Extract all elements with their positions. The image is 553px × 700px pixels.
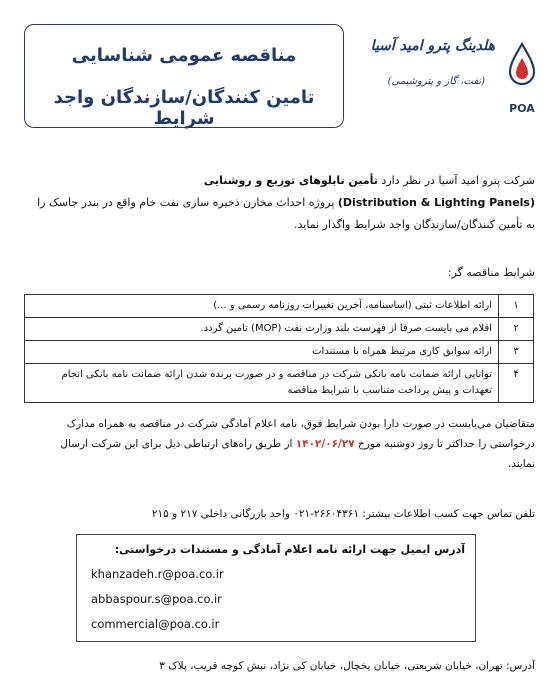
row-text: اقلام می بایست صرفا از فهرست بلند وزارت نفت (MOP) تامین گردد. — [25, 318, 499, 341]
row-number: ۱ — [499, 295, 534, 318]
intro-text: شرکت پترو امید آسیا در نظر دارد — [377, 174, 535, 187]
deadline-date: ۱۴۰۲/۰۶/۲۷ — [295, 438, 355, 450]
intro-text-2: پروژه احداث مخازن ذخیره سازی نفت خام واقع در بندر جاسک را — [37, 196, 338, 209]
email-link[interactable]: khanzadeh.r@poa.co.ir — [91, 567, 224, 581]
row-text: توانایی ارائه ضمانت نامه بانکی شرکت در مناقصه و در صورت برنده شدن ارائه ضمانت نامه بانکی انجام تعهدات و پیش پرداخت متناسب با شرایط مناقصه — [25, 364, 499, 403]
email-link[interactable]: commercial@poa.co.ir — [91, 617, 220, 631]
row-number: ۲ — [499, 318, 534, 341]
closing-text-2: از طریق راه‌های ارتباطی ذیل برای این شرکت ارسال — [60, 438, 296, 450]
page-subtitle: تامین کنندگان/سازندگان واجد شرایط — [53, 87, 315, 129]
closing-line-1: متقاضیان می‌بایست در صورت دارا بودن شرایط فوق، نامه اعلام آمادگی شرکت در مناقصه به همراه مدارک — [66, 418, 535, 430]
email-link[interactable]: abbaspour.s@poa.co.ir — [91, 592, 222, 606]
row-number: ۳ — [499, 341, 534, 364]
company-logo — [368, 28, 543, 128]
conditions-heading: شرایط مناقصه گر: — [447, 266, 535, 279]
intro-line-1 — [18, 170, 535, 192]
logo-subtitle: (نفت، گاز و پتروشیمی) — [387, 76, 485, 87]
logo-abbreviation: POA — [509, 102, 535, 115]
table-row — [25, 364, 534, 403]
conditions-table — [24, 294, 534, 403]
email-box-title: آدرس ایمیل جهت ارائه نامه اعلام آمادگی و مستندات درخواستی: — [114, 543, 465, 556]
intro-line-2 — [18, 192, 535, 214]
intro-bold-english: (Distribution & Lighting Panels) — [337, 196, 535, 209]
closing-line-3: نمایند. — [507, 458, 535, 470]
closing-line-2 — [18, 434, 535, 454]
table-row — [25, 318, 534, 341]
closing-paragraph — [18, 414, 535, 474]
page-title: مناقصه عمومی شناسایی — [71, 45, 297, 66]
table-row — [25, 341, 534, 364]
logo-script-text: هلدینگ پترو امید آسیا — [370, 38, 495, 54]
header — [0, 0, 553, 150]
intro-bold-subject: تأمین تابلوهای توزیع و روشنایی — [203, 174, 378, 187]
row-number: ۴ — [499, 364, 534, 403]
contact-phone: تلفن تماس جهت کسب اطلاعات بیشتر: ۲۶۶۰۴۳۶۱-۰۲۱ واحد بازرگانی داخلی ۲۱۷ و ۲۱۵ — [151, 508, 535, 520]
email-box — [76, 534, 476, 642]
row-text: ارائه اطلاعات ثبتی (اساسنامه، آخرین تغییرات روزنامه رسمی و ...) — [25, 295, 499, 318]
table-row — [25, 295, 534, 318]
title-box — [24, 24, 344, 128]
company-address: آدرس: تهران، خیابان شریعتی، خیابان یخچال، خیابان کی نژاد، نبش کوچه قریب، پلاک ۳ — [159, 660, 535, 672]
flame-drop-icon — [507, 42, 537, 88]
closing-text: درخواستی را حداکثر تا روز دوشنبه مورخ — [354, 438, 535, 450]
row-text: ارائه سوابق کاری مرتبط همراه با مستندات — [25, 341, 499, 364]
intro-line-3: به تأمین کنندگان/سازندگان واجد شرایط واگذار نماید. — [294, 218, 535, 231]
intro-paragraph — [18, 170, 535, 236]
